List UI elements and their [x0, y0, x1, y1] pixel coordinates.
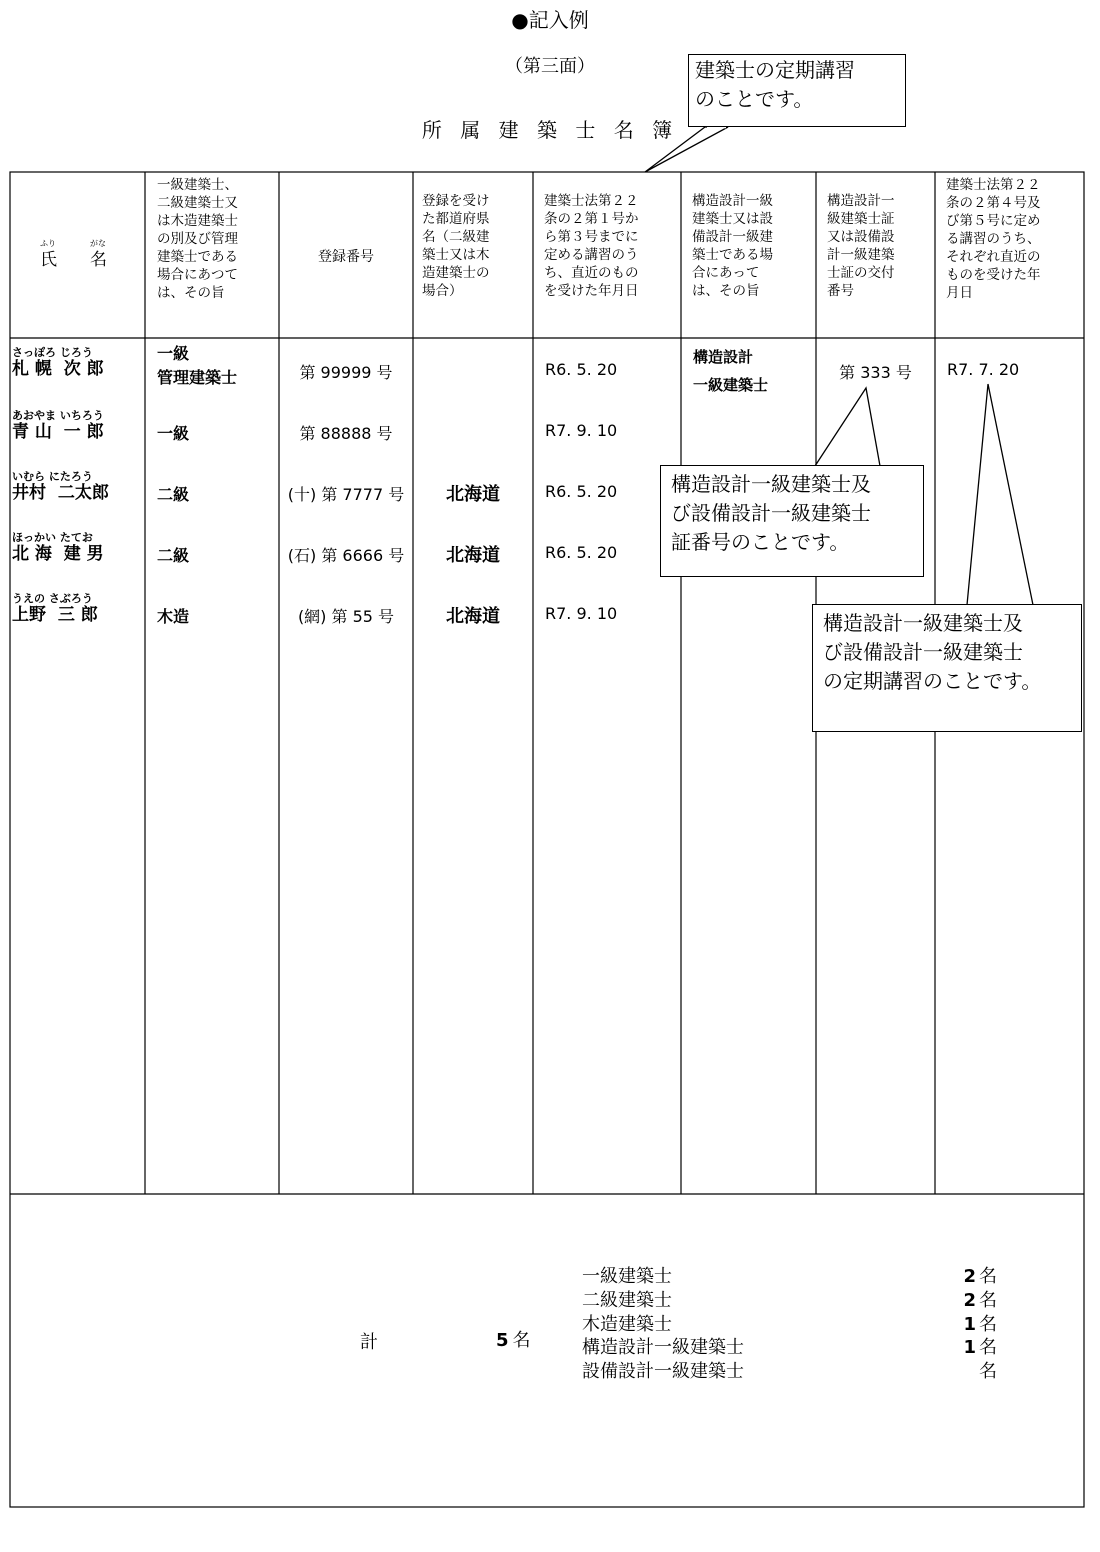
summary-item-count: 名	[979, 1361, 997, 1383]
header-line: ち、直近のもの	[544, 265, 639, 281]
summary-item-count: 2 名	[963, 1289, 997, 1311]
header-line: ものを受けた年	[946, 267, 1041, 283]
header-prefecture	[422, 192, 532, 300]
header-name	[18, 240, 138, 280]
summary-item-label: 一級建築士	[582, 1266, 672, 1287]
name-kanji: 青 山 一 郎	[12, 422, 104, 442]
header-line: び第５号に定め	[946, 213, 1041, 229]
header-line: 士証の交付	[827, 265, 895, 281]
row-date: R6. 5. 20	[545, 360, 618, 379]
callout-line: び設備設計一級建築士	[671, 501, 871, 525]
name-label-left: 氏	[40, 250, 57, 270]
name-kanji: 北 海 建 男	[12, 544, 104, 564]
header-line: 級建築士証	[827, 211, 895, 227]
header-cert-no	[827, 192, 933, 300]
callout-mid-pointer	[815, 388, 880, 466]
callout-line: 証番号のことです。	[671, 530, 850, 554]
header-line: 計一級建築	[827, 247, 895, 263]
header-line: 二級建築士又	[157, 195, 238, 211]
header-line: 造建築士の	[422, 265, 490, 281]
callout-line: の定期講習のことです。	[823, 669, 1042, 693]
header-line: 建築士である	[157, 249, 238, 265]
name-kanji: 井村 二太郎	[12, 483, 109, 503]
header-line: 構造設計一	[827, 193, 895, 209]
summary-labels	[582, 1265, 832, 1384]
header-line: 場合にあつて	[157, 267, 238, 283]
table-row	[12, 347, 145, 379]
header-line: 定める講習のう	[544, 247, 639, 263]
header-line: は木造建築士	[157, 213, 238, 229]
name-kanji: 札 幌 次 郎	[12, 359, 104, 379]
name-kana: あおやま いちろう	[12, 409, 104, 422]
callout-periodic-course	[688, 54, 906, 127]
name-ruby-left: ふり	[40, 239, 56, 248]
header-line: 築士又は木	[422, 247, 490, 263]
header-line: 条の２第１号か	[544, 211, 639, 227]
row-prefecture: 北海道	[446, 484, 500, 505]
summary-item-count: 1 名	[963, 1313, 997, 1335]
callout-top-pointer	[645, 127, 728, 172]
name-kana: うえの さぶろう	[12, 592, 93, 605]
table-row	[12, 593, 145, 625]
name-kana: いむら にたろう	[12, 470, 93, 483]
row-type: 一級	[157, 424, 190, 443]
roster-title: 所 属 建 築 士 名 簿	[421, 118, 679, 142]
row-structural-type	[693, 342, 768, 398]
callout-line: のことです。	[695, 87, 814, 111]
summary-item-label: 二級建築士	[582, 1289, 672, 1311]
header-line: 登録を受け	[422, 193, 490, 209]
summary-item-label: 構造設計一級建築士	[582, 1337, 744, 1359]
row-reg-no: (十) 第 7777 号	[287, 485, 405, 504]
name-kana: さっぽろ じろう	[12, 346, 93, 359]
callout-structural-course	[812, 604, 1082, 732]
header-line: 築士である場	[692, 247, 773, 263]
total-count: 5	[496, 1330, 509, 1351]
header-line: 合にあって	[692, 265, 760, 281]
header-line: 建築士法第２２	[946, 177, 1041, 193]
header-line: 番号	[827, 283, 854, 299]
row-reg-no: (網) 第 55 号	[297, 607, 395, 626]
header-line: 建築士又は設	[692, 211, 773, 227]
callout-cert-number	[660, 465, 924, 577]
header-line: それぞれ直近の	[946, 249, 1041, 265]
table-row	[12, 410, 145, 442]
total-value	[496, 1326, 531, 1352]
header-line: 又は設備設	[827, 229, 895, 245]
header-reg-no: 登録番号	[318, 249, 374, 265]
struct-line: 構造設計	[693, 348, 754, 366]
header-line: 備設計一級建	[692, 229, 773, 245]
row-date: R7. 9. 10	[545, 421, 618, 440]
header-line: 月日	[946, 285, 973, 301]
header-line: 一級建築士、	[157, 177, 238, 193]
row-date: R7. 9. 10	[545, 604, 618, 623]
summary-item-count: 1 名	[963, 1337, 997, 1359]
row-date: R6. 5. 20	[545, 482, 618, 501]
total-unit: 名	[512, 1330, 531, 1351]
header-line: を受けた年月日	[544, 283, 639, 299]
callout-line: 建築士の定期講習	[695, 58, 855, 82]
name-kanji: 上野 三 郎	[12, 605, 98, 625]
row-reg-no: (石) 第 6666 号	[287, 546, 405, 565]
name-kana: ほっかい たてお	[12, 531, 93, 544]
header-line: 場合）	[422, 283, 463, 299]
summary-item-label: 木造建築士	[582, 1313, 672, 1335]
header-type	[157, 176, 277, 302]
type-line: 一級	[157, 344, 190, 363]
row-type: 二級	[157, 546, 190, 565]
summary-item-label: 設備設計一級建築士	[582, 1361, 744, 1383]
row-reg-no: 第 88888 号	[299, 424, 393, 443]
header-line: た都道府県	[422, 211, 490, 227]
type-line: 管理建築士	[157, 368, 238, 387]
header-line: 名（二級建	[422, 229, 490, 245]
header-line: は、その旨	[157, 285, 225, 301]
total-label: 計	[360, 1332, 378, 1353]
row-reg-no: 第 99999 号	[299, 363, 393, 382]
name-label-right: 名	[90, 250, 107, 270]
row-type: 木造	[157, 607, 190, 626]
row-type	[157, 342, 237, 390]
row-prefecture: 北海道	[446, 606, 500, 627]
header-line: 建築士法第２２	[544, 193, 639, 209]
row-date2: R7. 7. 20	[947, 360, 1020, 379]
header-line: は、その旨	[692, 283, 760, 299]
example-heading: ●記入例	[511, 8, 589, 32]
page-face-label: （第三面）	[505, 56, 595, 77]
callout-line: 構造設計一級建築士及	[823, 611, 1023, 635]
header-line: の別及び管理	[157, 231, 238, 247]
row-type: 二級	[157, 485, 190, 504]
header-course-date	[544, 192, 680, 300]
callout-line: 構造設計一級建築士及	[671, 472, 871, 496]
row-date: R6. 5. 20	[545, 543, 618, 562]
struct-line: 一級建築士	[693, 376, 769, 394]
header-line: 構造設計一級	[692, 193, 773, 209]
row-prefecture: 北海道	[446, 545, 500, 566]
header-line: 条の２第４号及	[946, 195, 1041, 211]
name-ruby-right: がな	[90, 239, 106, 248]
header-structural-type	[692, 192, 816, 300]
header-line: ら第３号までに	[544, 229, 639, 245]
table-row	[12, 471, 145, 503]
callout-line: び設備設計一級建築士	[823, 640, 1023, 664]
row-cert-no: 第 333 号	[839, 363, 912, 382]
header-line: る講習のうち、	[946, 231, 1041, 247]
summary-item-count: 2 名	[963, 1266, 997, 1287]
table-row	[12, 532, 145, 564]
callout-right-pointer	[967, 384, 1033, 605]
summary-counts	[920, 1265, 997, 1384]
header-course-date2	[946, 176, 1084, 302]
